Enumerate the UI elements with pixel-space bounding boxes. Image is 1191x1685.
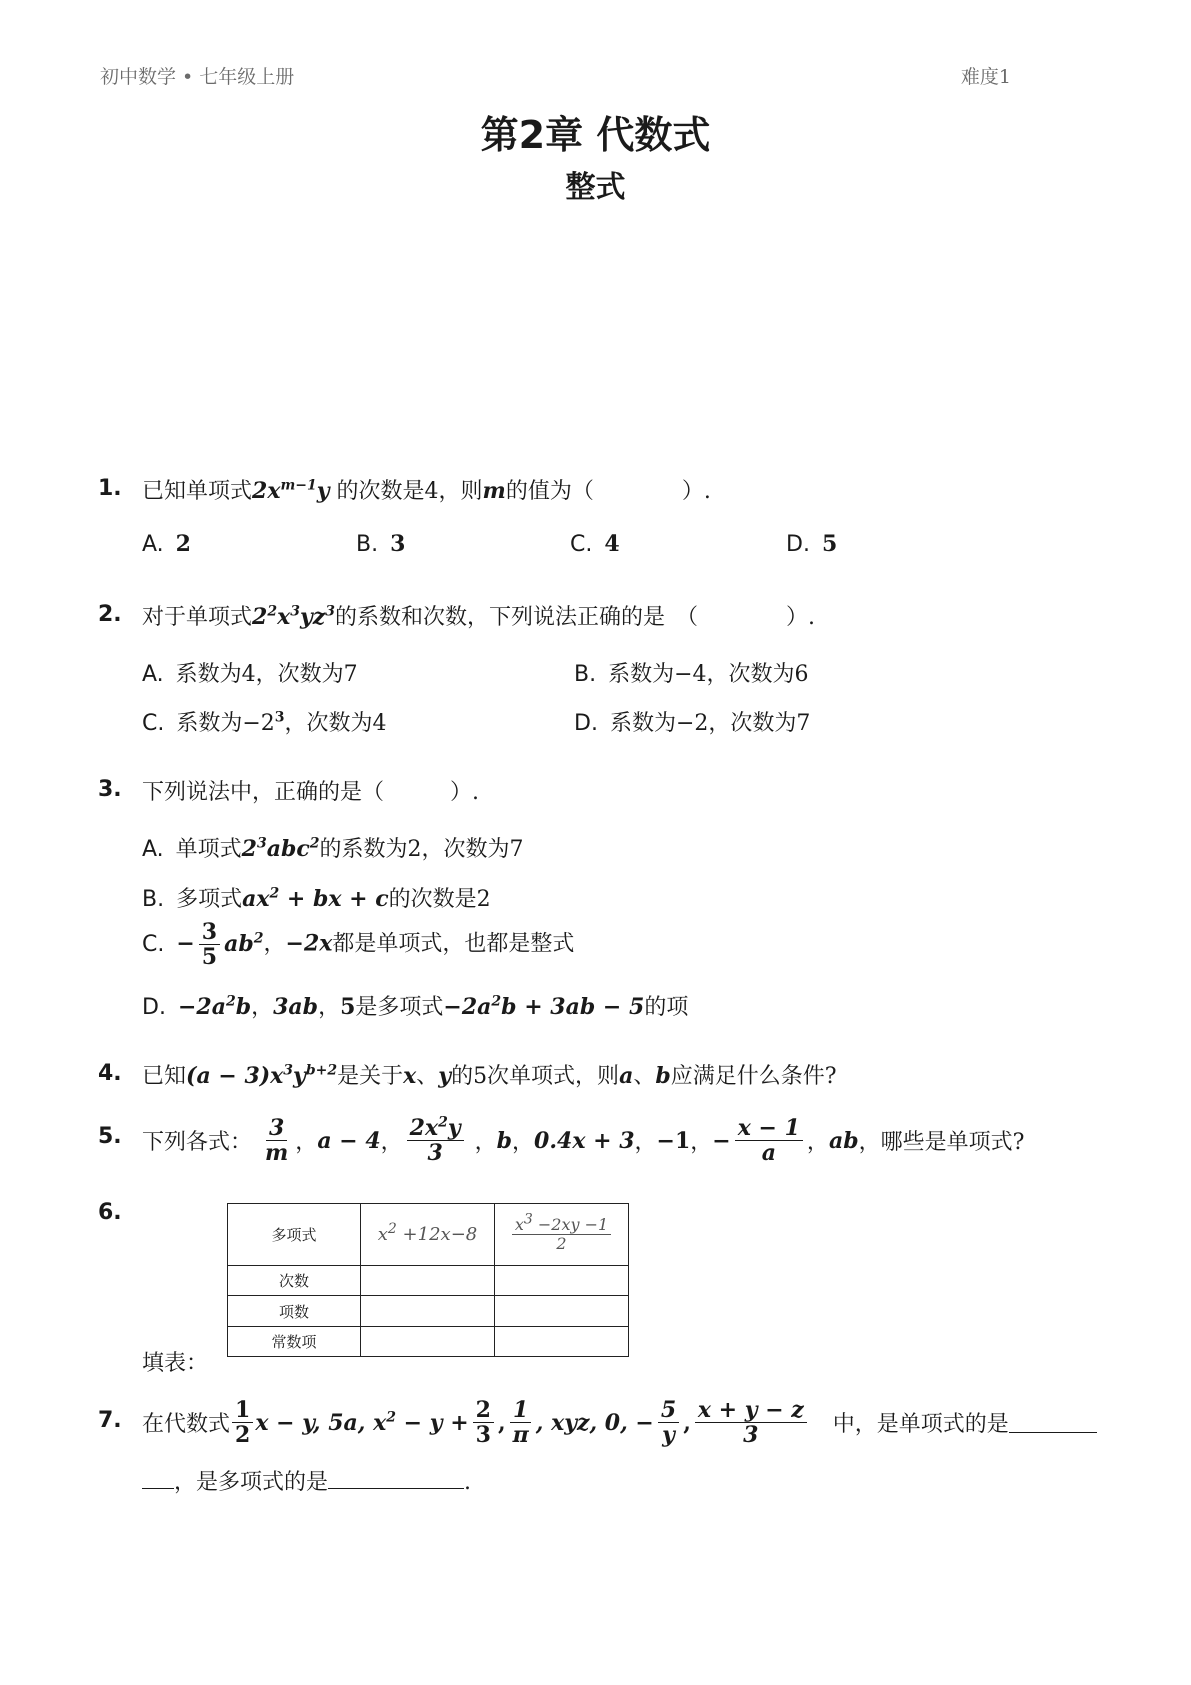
table-cell[interactable] bbox=[361, 1266, 495, 1296]
q2-option-c[interactable]: C. 系数为$-2^3$，次数为4 bbox=[142, 709, 387, 736]
question-number-6: 6. bbox=[98, 1200, 122, 1225]
question-4-stem: 已知$(a - 3)x^3y^{b+2}$是关于x、y的5次单项式，则a、b应满足什么条件? bbox=[142, 1062, 837, 1089]
question-7-line2: ，是多项式的是 . bbox=[142, 1465, 471, 1496]
question-number-3: 3. bbox=[98, 777, 122, 802]
table-cell[interactable] bbox=[361, 1296, 495, 1327]
q2-option-a[interactable]: A. 系数为4，次数为7 bbox=[142, 662, 358, 687]
q1-option-d[interactable]: D. 5 bbox=[786, 531, 838, 557]
question-2-stem bbox=[142, 600, 815, 631]
q3-option-d[interactable]: D. $-2a^2b$，3ab，5是多项式$-2a^2b + 3ab - 5$的项 bbox=[142, 993, 689, 1020]
question-7-stem: 在代数式 $\frac{1}{2}$ x − y, 5a, $x^2 - y$ + $\frac{2}{3}$ , $\frac{1}{\pi}$ , xyz, 0, − $\frac{5}{y}$ , $\frac{x + y - z}{3}$ 中，是单项式的是 bbox=[142, 1398, 1097, 1447]
header-difficulty: 难度1 bbox=[960, 66, 1011, 88]
table-cell[interactable] bbox=[361, 1327, 495, 1357]
q1-option-a[interactable]: A. 2 bbox=[142, 531, 191, 557]
q3-option-c[interactable]: C. − $\frac{3}{5}$ $ab^2$，−2x都是单项式，也都是整式 bbox=[142, 919, 575, 971]
table-poly-1: $x^2 +12x-8$ bbox=[361, 1204, 495, 1266]
q1-option-b[interactable]: B. 3 bbox=[356, 531, 406, 557]
question-number-4: 4. bbox=[98, 1061, 122, 1086]
q1-text-pre: 已知单项式 bbox=[142, 479, 253, 504]
q3-option-a[interactable]: A. 单项式$2^3abc^2$的系数为2，次数为7 bbox=[142, 835, 524, 862]
table-cell[interactable] bbox=[495, 1296, 629, 1327]
q3-option-b[interactable]: B. 多项式$ax^2$ + bx + c的次数是2 bbox=[142, 885, 491, 912]
answer-blank-monomial[interactable] bbox=[1009, 1412, 1097, 1433]
table-row-term-count: 项数 bbox=[228, 1296, 361, 1327]
q1-var-m: m bbox=[482, 478, 506, 504]
table-cell[interactable] bbox=[495, 1266, 629, 1296]
fill-table bbox=[227, 1203, 629, 1357]
table-header-polynomial: 多项式 bbox=[228, 1204, 361, 1266]
table-row-degree: 次数 bbox=[228, 1266, 361, 1296]
answer-blank-polynomial[interactable] bbox=[328, 1468, 464, 1489]
chapter-title: 第2章 代数式 bbox=[480, 113, 711, 157]
q1-text-post: 的值为（ ）. bbox=[505, 479, 711, 504]
table-poly-2: $\frac{x^3 -2xy -1}{2}$ bbox=[495, 1204, 629, 1266]
table-cell[interactable] bbox=[495, 1327, 629, 1357]
q1-text-mid: 的次数是4，则 bbox=[329, 479, 483, 504]
table-label: 填表： bbox=[142, 1351, 209, 1376]
q1-monomial: $2x^{m-1}y$ bbox=[252, 477, 330, 504]
table-row-constant: 常数项 bbox=[228, 1327, 361, 1357]
question-1-stem bbox=[142, 474, 711, 505]
answer-blank-monomial-cont[interactable] bbox=[142, 1468, 174, 1489]
q2-option-d[interactable]: D. 系数为−2，次数为7 bbox=[574, 711, 811, 736]
section-subtitle: 整式 bbox=[565, 170, 626, 205]
q2-monomial: $2^2x^3yz^3$ bbox=[252, 603, 335, 630]
question-number-7: 7. bbox=[98, 1408, 122, 1433]
question-5-stem: 下列各式： $\frac{3}{m}$ ， a − 4 ， $\frac{2x^2y}{3}$ ， b ， 0.4x + 3 ， −1 ， − $\frac{x - 1}{a}$ ， ab ，哪些是单项式? bbox=[142, 1114, 1025, 1167]
question-3-stem: 下列说法中，正确的是（ ）. bbox=[142, 780, 479, 805]
question-number-2: 2. bbox=[98, 602, 122, 627]
q1-option-c[interactable]: C. 4 bbox=[570, 531, 620, 557]
question-number-5: 5. bbox=[98, 1124, 122, 1149]
q2-text-pre: 对于单项式 bbox=[142, 605, 253, 630]
q2-option-b[interactable]: B. 系数为−4，次数为6 bbox=[574, 662, 809, 687]
q2-text-post: 的系数和次数，下列说法正确的是 （ ）. bbox=[334, 605, 815, 630]
header-course: 初中数学 • 七年级上册 bbox=[100, 66, 295, 88]
question-number-1: 1. bbox=[98, 476, 122, 501]
